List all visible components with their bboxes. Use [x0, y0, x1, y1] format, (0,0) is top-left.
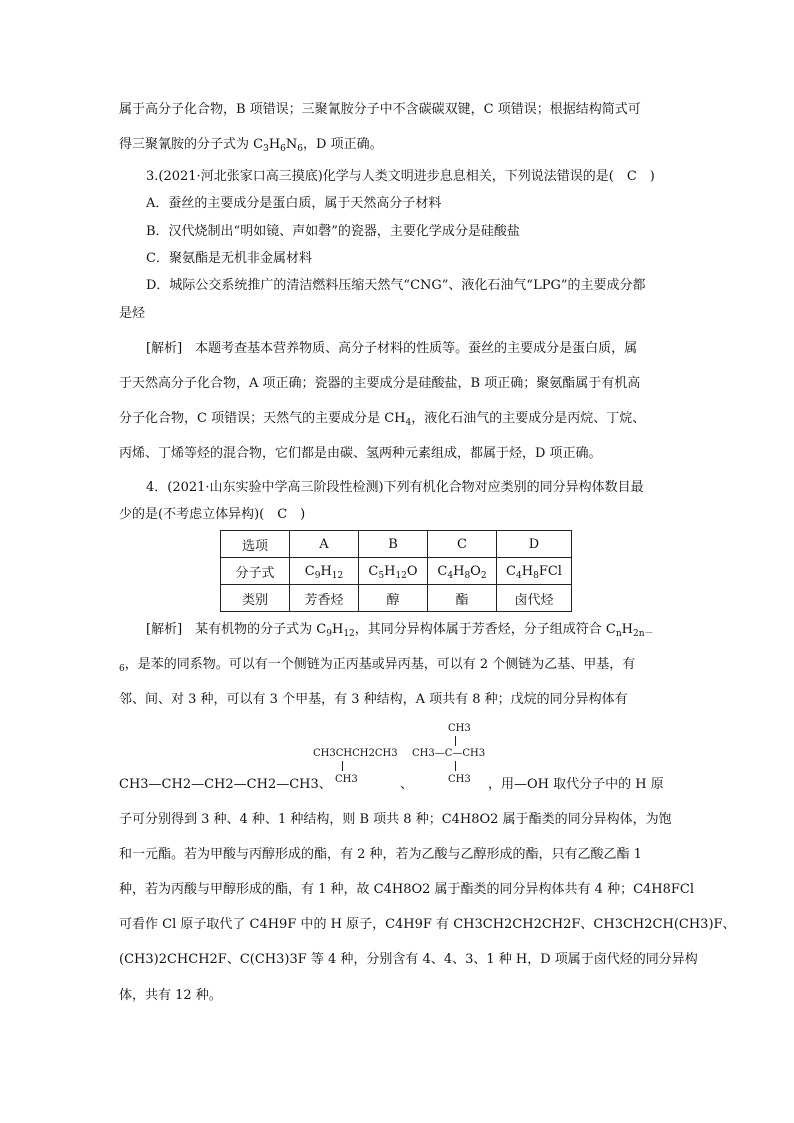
structure-formula: CH3CHCH2CH3	[313, 748, 398, 759]
choices-table	[220, 530, 572, 612]
analysis-line: 子可分别得到 3 种、4 种、1 种结构，则 B 项共 8 种；C4H8O2 属于酯类的同分异构体，为饱	[119, 812, 672, 827]
analysis-line: 于天然高分子化合物，A 项正确；瓷器的主要成分是硅酸盐，B 项正确；聚氨酯属于有机高	[119, 376, 641, 391]
bond-line	[455, 736, 456, 746]
bond-line	[455, 761, 456, 771]
question-stem: 4．(2021·山东实验中学高三阶段性检测)下列有机化合物对应类别的同分异构体数目最	[146, 480, 644, 495]
table-row	[221, 585, 572, 612]
structure-formula: CH3	[335, 774, 358, 785]
formula-cell: $C_5H_{12}O$	[359, 558, 428, 585]
structure-formula: CH3—C—CH3	[412, 748, 486, 759]
analysis-line: 邻、间、对 3 种，可以有 3 个甲基，有 3 种结构，A 项共有 8 种；戊烷的同分异构体有	[119, 692, 628, 707]
analysis-line: 体，共有 12 种。	[119, 988, 222, 1003]
formula-cell: $C_4H_8FCl$	[497, 558, 572, 585]
analysis-line: 可看作 Cl 原子取代了 C4H9F 中的 H 原子，C4H9F 有 CH3CH2CH2CH2F、CH3CH2CH(CH3)F、	[119, 917, 736, 932]
table-row	[221, 558, 572, 585]
table-cell: 分子式	[221, 558, 290, 585]
analysis-line: 和一元酯。若为甲酸与丙醇形成的酯，有 2 种，若为乙酸与乙醇形成的酯，只有乙酸乙酯 1	[119, 847, 642, 862]
analysis-line: 分子化合物，C 项错误；天然气的主要成分是 $CH_4$，液化石油气的主要成分是丙烷、丁烷、	[119, 411, 646, 428]
table-cell: 酯	[428, 585, 497, 612]
option-a: A．蚕丝的主要成分是蛋白质，属于天然高分子材料	[146, 196, 442, 211]
table-cell: D	[497, 531, 572, 558]
analysis-line: [解析] 某有机物的分子式为 $C_9H_{12}$，其同分异构体属于芳香烃，分子组成符合 $C_nH_{2n-}$	[146, 622, 654, 639]
bond-line	[342, 761, 343, 771]
analysis-line: [解析] 本题考查基本营养物质、高分子材料的性质等。蚕丝的主要成分是蛋白质，属	[146, 341, 638, 356]
table-cell: A	[290, 531, 359, 558]
option-d: D．城际公交系统推广的清洁燃料压缩天然气“CNG”、液化石油气“LPG”的主要成分都	[146, 278, 646, 293]
analysis-line: 丙烯、丁烯等烃的混合物，它们都是由碳、氢两种元素组成，都属于烃，D 项正确。	[119, 446, 602, 461]
question-stem-cont: 少的是(不考虑立体异构)( C )	[119, 507, 306, 522]
formula-cell: $C_9H_{12}$	[290, 558, 359, 585]
option-d-cont: 是烃	[119, 306, 146, 321]
formula-cell: $C_4H_8O_2$	[428, 558, 497, 585]
analysis-line: $_6$，是苯的同系物。可以有一个侧链为正丙基或异丙基，可以有 2 个侧链为乙基、甲基，有	[119, 657, 636, 674]
table-cell: 类别	[221, 585, 290, 612]
analysis-line: 种，若为丙酸与甲醇形成的酯，有 1 种，故 C4H8O2 属于酯类的同分异构体共有 4 种；C4H8FCl	[119, 882, 695, 897]
table-cell: 醇	[359, 585, 428, 612]
structure-formula: CH3	[448, 774, 471, 785]
analysis-line: (CH3)2CHCH2F、C(CH3)3F 等 4 种，分别含有 4、4、3、1 种 H，D 项属于卤代烃的同分异构	[119, 952, 698, 967]
structure-formula: CH3	[448, 723, 471, 734]
option-c: C．聚氨酯是无机非金属材料	[146, 251, 312, 266]
separator: 、	[400, 777, 414, 792]
table-cell: 选项	[221, 531, 290, 558]
table-cell: C	[428, 531, 497, 558]
text-line: 得三聚氰胺的分子式为 $C_3H_6N_6$，D 项正确。	[119, 137, 383, 154]
analysis-line: ，用—OH 取代分子中的 H 原	[488, 777, 664, 792]
table-cell: 卤代烃	[497, 585, 572, 612]
table-cell: B	[359, 531, 428, 558]
table-cell: 芳香烃	[290, 585, 359, 612]
option-b: B．汉代烧制出“明如镜、声如磬”的瓷器，主要化学成分是硅酸盐	[146, 224, 520, 239]
question-stem: 3.(2021·河北张家口高三摸底)化学与人类文明进步息息相关，下列说法错误的是( C )	[146, 169, 655, 184]
text-line: 属于高分子化合物，B 项错误；三聚氰胺分子中不含碳碳双键，C 项错误；根据结构简式可	[119, 102, 641, 117]
table-row	[221, 531, 572, 558]
analysis-line: CH3—CH2—CH2—CH2—CH3、	[119, 777, 332, 792]
